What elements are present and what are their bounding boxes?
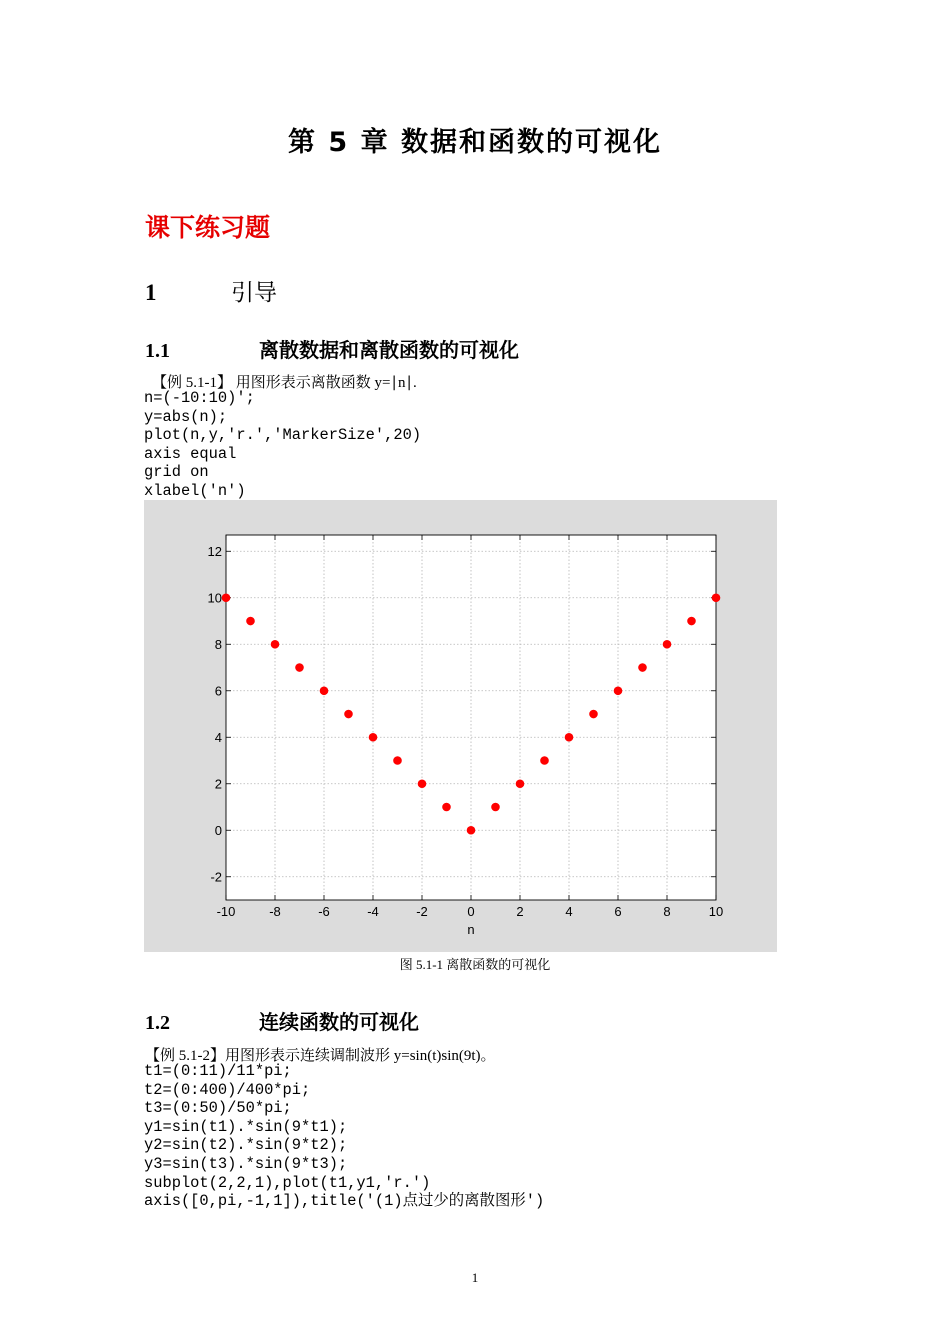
code-line: y2=sin(t2).*sin(9*t2); — [144, 1136, 348, 1155]
x-tick-label: 2 — [516, 904, 524, 919]
section-number: 1 — [145, 280, 157, 305]
x-tick-label: 4 — [565, 904, 573, 919]
data-point — [589, 710, 598, 719]
x-tick-label: 6 — [614, 904, 622, 919]
code-line: grid on — [144, 463, 209, 482]
code-line: y1=sin(t1).*sin(9*t1); — [144, 1117, 348, 1136]
figure-discrete-plot — [144, 500, 777, 952]
y-tick-label: 6 — [214, 683, 222, 699]
x-tick-label: 0 — [467, 904, 475, 919]
data-point — [418, 779, 427, 788]
x-tick-label: 8 — [663, 904, 671, 919]
section-number: 1.1 — [145, 340, 170, 362]
code-line: axis equal — [144, 444, 237, 463]
x-tick-label: -4 — [367, 904, 379, 919]
y-tick-label: 12 — [207, 543, 222, 559]
y-tick-label: -2 — [210, 869, 222, 885]
data-point — [516, 779, 525, 788]
scatter-chart — [144, 500, 777, 952]
data-point — [295, 663, 304, 672]
x-tick-label: 10 — [708, 904, 724, 919]
data-point — [442, 803, 451, 812]
x-axis-label: n — [467, 922, 475, 937]
x-tick-label: -8 — [269, 904, 281, 919]
y-tick-label: 0 — [214, 822, 222, 838]
section-1-heading — [145, 274, 277, 307]
figure-caption: 图 5.1-1 离散函数的可视化 — [399, 957, 551, 972]
page-number: 1 — [471, 1270, 479, 1285]
data-point — [320, 686, 329, 695]
code-block-example-2 — [144, 1062, 544, 1211]
code-line: xlabel('n') — [144, 481, 246, 500]
data-point — [467, 826, 476, 835]
x-tick-label: -10 — [216, 904, 236, 919]
data-point — [246, 617, 255, 626]
code-line: n=(-10:10)'; — [144, 389, 255, 407]
code-line: y=abs(n); — [144, 407, 228, 426]
data-point — [369, 733, 378, 742]
data-point — [491, 803, 500, 812]
section-title: 连续函数的可视化 — [259, 1010, 419, 1034]
code-line: plot(n,y,'r.','MarkerSize',20) — [144, 426, 422, 445]
y-tick-label: 8 — [214, 636, 222, 652]
exercise-title: 课下练习题 — [145, 213, 271, 242]
code-line: y3=sin(t3).*sin(9*t3); — [144, 1154, 348, 1173]
example-5-1-2-text: 【例 5.1-2】用图形表示连续调制波形 y=sin(t)sin(9t)。 — [145, 1048, 496, 1064]
section-1-1-heading — [145, 334, 519, 363]
data-point — [565, 733, 574, 742]
data-point — [344, 710, 353, 719]
data-point — [687, 617, 696, 626]
section-title: 离散数据和离散函数的可视化 — [259, 338, 519, 362]
data-point — [271, 640, 280, 649]
data-point — [393, 756, 402, 765]
data-point — [222, 593, 231, 602]
code-line: t3=(0:50)/50*pi; — [144, 1099, 292, 1118]
x-tick-label: -6 — [318, 904, 330, 919]
chapter-title: 第 5 章 数据和函数的可视化 — [288, 127, 662, 158]
data-point — [638, 663, 647, 672]
section-title: 引导 — [231, 280, 277, 306]
y-tick-label: 10 — [207, 590, 222, 606]
example-5-1-1-text: 【例 5.1-1】 用图形表示离散函数 y=∣n∣. — [152, 375, 417, 391]
data-point — [540, 756, 549, 765]
data-point — [614, 686, 623, 695]
data-point — [712, 593, 721, 602]
y-tick-label: 4 — [214, 729, 222, 745]
code-line: t1=(0:11)/11*pi; — [144, 1062, 292, 1080]
section-1-2-heading — [145, 1006, 419, 1035]
code-line: t2=(0:400)/400*pi; — [144, 1080, 311, 1099]
code-block-example-1 — [144, 389, 421, 501]
code-line: subplot(2,2,1),plot(t1,y1,'r.') — [144, 1173, 431, 1192]
data-point — [663, 640, 672, 649]
x-tick-label: -2 — [416, 904, 428, 919]
section-number: 1.2 — [145, 1012, 170, 1034]
code-line: axis([0,pi,-1,1]),title('(1)点过少的离散图形') — [144, 1192, 545, 1211]
y-tick-label: 2 — [214, 776, 222, 792]
